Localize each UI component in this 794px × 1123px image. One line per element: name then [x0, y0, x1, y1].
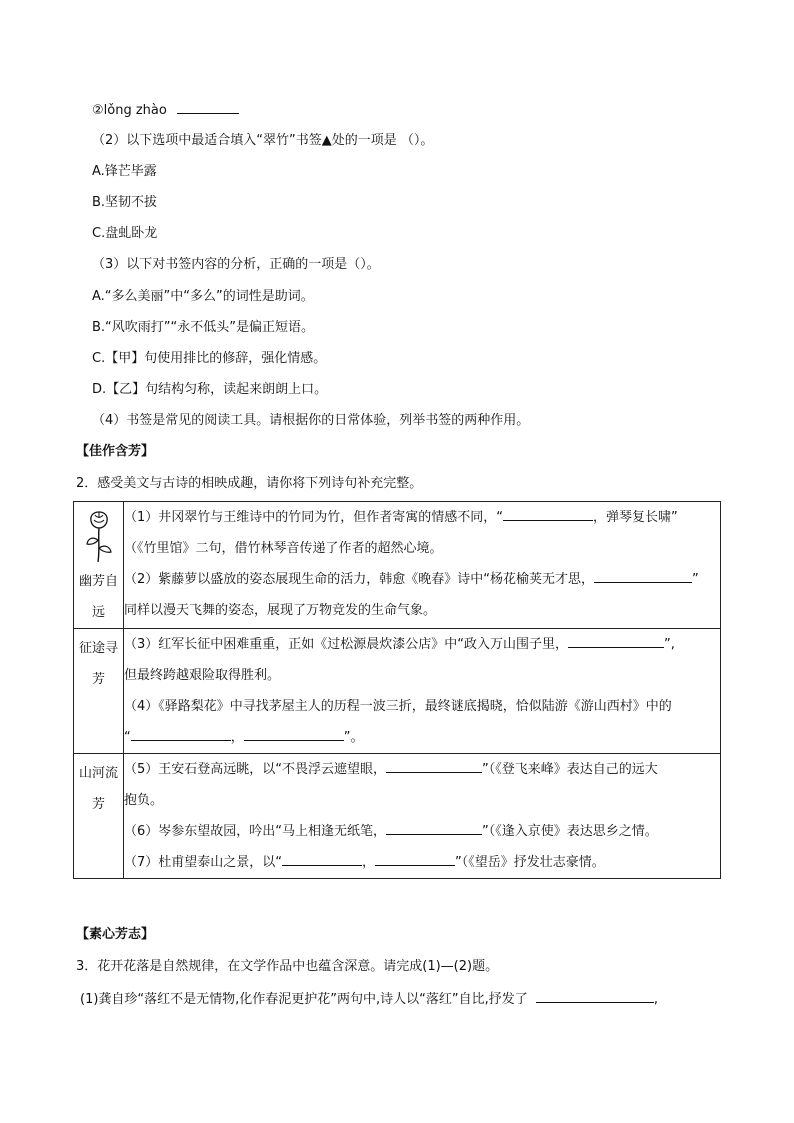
answer-blank	[503, 508, 593, 521]
row-label	[74, 754, 123, 820]
item-text: （5）王安石登高远眺，以“不畏浮云遮望眼，	[124, 762, 387, 777]
option-a: A.锋芒毕露	[92, 164, 157, 179]
item-line	[124, 785, 720, 816]
row-label-cell	[74, 754, 124, 879]
option-d: D.【乙】句结构匀称，读起来朗朗上口。	[92, 382, 328, 397]
answer-blank	[131, 728, 231, 741]
section-heading: 【佳作含芳】	[76, 444, 155, 459]
table-row	[74, 754, 721, 879]
item-text: (1)龚自珍“落红不是无情物,化作春泥更护花”两句中,诗人以“落红”自比,抒发了	[80, 992, 528, 1007]
answer-blank	[177, 101, 239, 114]
row-content	[124, 629, 721, 754]
pinyin-item	[92, 101, 239, 120]
item-text: （4）《驿路梨花》中寻找茅屋主人的历程一波三折，最终谜底揭晓，恰似陆游《游山西村》中的	[124, 699, 672, 714]
item-text: “	[124, 730, 131, 745]
item-text: ”。	[343, 730, 364, 745]
item-text: 抱负。	[124, 793, 164, 808]
row-label-line: 芳	[91, 797, 105, 812]
question-sub3: （3）以下对书签内容的分析，正确的一项是（）。	[92, 257, 380, 272]
item-line	[124, 595, 720, 626]
question-3-stem: 3．花开花落是自然规律，在文学作品中也蕴含深意。请完成(1)—(2)题。	[76, 959, 499, 974]
row-label-line: 山河流	[78, 766, 118, 781]
option-c: C.盘虬卧龙	[92, 226, 158, 241]
item-text: ”	[692, 572, 699, 587]
row-label	[74, 566, 123, 628]
question-3-sub1	[80, 990, 658, 1009]
answer-blank	[536, 990, 654, 1003]
row-label	[74, 629, 123, 695]
item-text: ”（《逢入京使》表达思乡之情。	[482, 824, 658, 839]
item-line	[124, 502, 720, 533]
option-a: A.“多么美丽”中“多么”的词性是助词。	[92, 289, 314, 304]
row-label-line: 征途寻	[78, 641, 118, 656]
item-line	[124, 660, 720, 691]
item-text: （2）紫藤萝以盛放的姿态展现生命的活力，韩愈《晚春》诗中“杨花榆荚无才思，	[124, 572, 595, 587]
section-heading: 【素心芳志】	[76, 927, 155, 942]
row-content	[124, 754, 721, 879]
question-2-stem: 2．感受美文与古诗的相映成趣，请你将下列诗句补充完整。	[76, 476, 423, 491]
row-label-line: 芳	[91, 672, 105, 687]
item-text: （《竹里馆》二句，借竹林琴音传递了作者的超然心境。	[124, 541, 443, 556]
item-text: ”,	[664, 637, 675, 652]
item-line	[124, 722, 720, 753]
row-label-line: 幽芳自	[78, 574, 118, 589]
item-text: ”（《望岳》抒发壮志豪情。	[455, 855, 605, 870]
table-row	[74, 502, 721, 629]
answer-blank	[568, 635, 664, 648]
answer-blank	[386, 822, 482, 835]
answer-blank	[282, 853, 362, 866]
table-row	[74, 629, 721, 754]
row-label-cell	[74, 502, 124, 629]
answer-blank	[244, 728, 344, 741]
item-line	[124, 629, 720, 660]
poem-table	[73, 501, 721, 879]
item-text: ，弹琴复长啸”	[593, 510, 678, 525]
item-line	[124, 816, 720, 847]
answer-blank	[386, 760, 482, 773]
item-text: ，	[362, 855, 376, 870]
item-line	[124, 754, 720, 785]
option-c: C.【甲】句使用排比的修辞，强化情感。	[92, 351, 327, 366]
rose-icon	[83, 506, 115, 564]
item-text: 但最终跨越艰险取得胜利。	[124, 668, 281, 683]
item-text: （6）岑参东望故园，吟出“马上相逢无纸笔，	[124, 824, 387, 839]
item-text: （7）杜甫望泰山之景，以“	[124, 855, 283, 870]
row-label-cell	[74, 629, 124, 754]
item-line	[124, 847, 720, 878]
item-text: （1）井冈翠竹与王维诗中的竹同为竹，但作者寄寓的情感不同，“	[124, 510, 504, 525]
question-sub4: （4）书签是常见的阅读工具。请根据你的日常体验，列举书签的两种作用。	[92, 413, 530, 428]
item-text: ，	[230, 730, 244, 745]
item-line	[124, 533, 720, 564]
question-sub2: （2）以下选项中最适合填入“翠竹”书签▲处的一项是 （）。	[92, 133, 434, 148]
option-b: B.“风吹雨打”“永不低头”是偏正短语。	[92, 320, 314, 335]
item-text: ”（《登飞来峰》表达自己的远大	[482, 762, 658, 777]
answer-blank	[375, 853, 455, 866]
item-text: （3）红军长征中困难重重，正如《过松源晨炊漆公店》中“政入万山围子里，	[124, 637, 569, 652]
item-text: ,	[653, 992, 659, 1007]
pinyin-text: ②lǒng zhào	[92, 103, 167, 118]
item-line	[124, 564, 720, 595]
row-label-line: 远	[91, 605, 105, 620]
answer-blank	[594, 570, 692, 583]
item-line	[124, 691, 720, 722]
option-b: B.坚韧不拔	[92, 195, 158, 210]
row-content	[124, 502, 721, 629]
item-text: 同样以漫天飞舞的姿态，展现了万物竞发的生命气象。	[124, 603, 437, 618]
